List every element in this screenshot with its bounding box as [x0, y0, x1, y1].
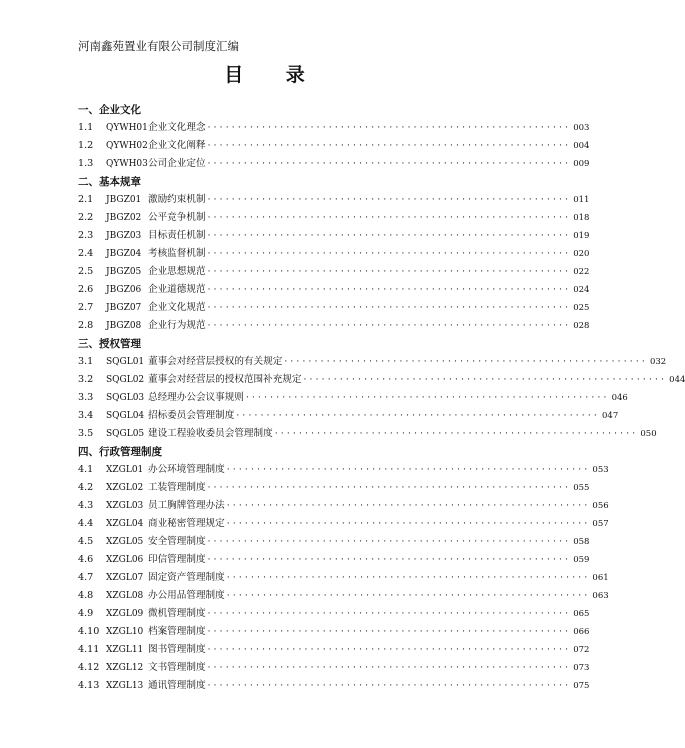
dot-leader: ····························································	[207, 195, 572, 205]
entry-title: 固定资产管理制度	[148, 572, 225, 583]
dot-leader: ····························································	[207, 681, 572, 691]
entry-page: 056	[592, 501, 609, 511]
dot-leader: ····························································	[226, 501, 591, 511]
entry-code: JBGZ06	[106, 285, 142, 295]
entry-title: 员工胸牌管理办法	[148, 500, 225, 511]
entry-code: JBGZ08	[106, 321, 142, 331]
entry-code: SQGL05	[106, 429, 145, 439]
document-header: 河南鑫苑置业有限公司制度汇编	[78, 39, 239, 53]
entry-page: 073	[573, 663, 590, 673]
entry-title: 企业文化理念	[148, 122, 206, 133]
entry-number: 3.3	[78, 392, 94, 403]
entry-code: JBGZ04	[106, 249, 142, 259]
dot-leader: ····························································	[207, 213, 572, 223]
entry-code: XZGL12	[106, 663, 144, 673]
entry-number: 4.4	[78, 518, 94, 529]
entry-title: 总经理办公会议事规则	[148, 392, 244, 403]
dot-leader: ····························································	[226, 591, 591, 601]
entry-number: 4.1	[78, 464, 94, 475]
entry-number: 2.6	[78, 284, 94, 295]
entry-title: 印信管理制度	[148, 554, 206, 565]
toc-entry[interactable]	[78, 281, 590, 299]
entry-code: SQGL04	[106, 411, 145, 421]
toc-entry[interactable]	[78, 551, 590, 569]
entry-page: 022	[573, 267, 590, 277]
entry-title: 企业思想规范	[148, 266, 206, 277]
dot-leader: ····························································	[207, 159, 572, 169]
entry-number: 2.3	[78, 230, 94, 241]
toc-entry[interactable]	[78, 461, 609, 479]
toc-entry[interactable]	[78, 263, 590, 281]
toc-entry[interactable]	[78, 137, 590, 155]
section-heading: 四、行政管理制度	[78, 446, 162, 458]
dot-leader: ····························································	[207, 303, 572, 313]
entry-number: 2.4	[78, 248, 94, 259]
section-heading: 一、企业文化	[78, 104, 141, 116]
entry-number: 4.5	[78, 536, 94, 547]
entry-title: 档案管理制度	[148, 626, 206, 637]
entry-title: 企业文化规范	[148, 302, 206, 313]
dot-leader: ····························································	[207, 141, 572, 151]
section-heading: 二、基本规章	[78, 176, 141, 188]
dot-leader: ····························································	[207, 123, 572, 133]
toc-entry[interactable]	[78, 371, 685, 389]
entry-number: 3.1	[78, 356, 94, 367]
dot-leader: ····························································	[207, 663, 572, 673]
entry-code: XZGL11	[106, 645, 144, 655]
entry-number: 4.8	[78, 590, 94, 601]
entry-number: 2.7	[78, 302, 94, 313]
entry-code: QYWH02	[106, 141, 148, 151]
entry-page: 018	[573, 213, 590, 223]
entry-number: 1.1	[78, 122, 94, 133]
entry-page: 004	[573, 141, 590, 151]
entry-title: 公司企业定位	[148, 158, 206, 169]
toc-entry[interactable]	[78, 569, 609, 587]
entry-page: 050	[640, 429, 657, 439]
dot-leader: ····························································	[284, 357, 648, 367]
entry-title: 激励约束机制	[148, 194, 206, 205]
dot-leader: ····························································	[207, 483, 572, 493]
toc-entry[interactable]	[78, 317, 590, 335]
entry-number: 3.2	[78, 374, 94, 385]
entry-code: XZGL02	[106, 483, 144, 493]
entry-code: QYWH01	[106, 123, 148, 133]
entry-page: 072	[573, 645, 590, 655]
entry-number: 1.3	[78, 158, 94, 169]
toc-entry[interactable]	[78, 587, 609, 605]
entry-number: 4.7	[78, 572, 94, 583]
toc-entry[interactable]	[78, 191, 590, 209]
entry-code: JBGZ01	[106, 195, 142, 205]
toc-entry[interactable]	[78, 515, 609, 533]
toc-entry[interactable]	[78, 227, 590, 245]
dot-leader: ····························································	[226, 465, 591, 475]
toc-entry[interactable]	[78, 407, 619, 425]
entry-code: XZGL09	[106, 609, 144, 619]
entry-title: 企业文化阐释	[148, 140, 206, 151]
entry-code: JBGZ02	[106, 213, 142, 223]
dot-leader: ····························································	[207, 249, 572, 259]
toc-entry[interactable]	[78, 353, 667, 371]
dot-leader: ····························································	[207, 267, 572, 277]
table-of-contents	[78, 101, 685, 695]
entry-page: 019	[573, 231, 590, 241]
toc-entry[interactable]	[78, 209, 590, 227]
entry-code: XZGL05	[106, 537, 144, 547]
entry-title: 目标责任机制	[148, 230, 206, 241]
entry-title: 招标委员会管理制度	[148, 410, 235, 421]
entry-number: 4.11	[78, 644, 100, 655]
entry-number: 4.9	[78, 608, 94, 619]
entry-number: 4.2	[78, 482, 94, 493]
toc-entry[interactable]	[78, 659, 590, 677]
dot-leader: ····························································	[303, 375, 668, 385]
dot-leader: ····························································	[236, 411, 600, 421]
entry-page: 075	[573, 681, 590, 691]
entry-number: 1.2	[78, 140, 94, 151]
entry-page: 053	[592, 465, 609, 475]
dot-leader: ····························································	[207, 285, 572, 295]
entry-number: 2.5	[78, 266, 94, 277]
dot-leader: ····························································	[245, 393, 610, 403]
entry-page: 057	[592, 519, 609, 529]
entry-number: 4.12	[78, 662, 100, 673]
entry-number: 2.1	[78, 194, 94, 205]
entry-page: 020	[573, 249, 590, 259]
toc-entry[interactable]	[78, 389, 628, 407]
entry-page: 047	[602, 411, 619, 421]
entry-title: 办公环境管理制度	[148, 464, 225, 475]
entry-number: 2.8	[78, 320, 94, 331]
entry-code: SQGL03	[106, 393, 145, 403]
entry-page: 009	[573, 159, 590, 169]
entry-title: 商业秘密管理规定	[148, 518, 225, 529]
toc-entry[interactable]	[78, 119, 590, 137]
entry-page: 032	[649, 357, 667, 367]
dot-leader: ····························································	[274, 429, 639, 439]
entry-code: SQGL02	[106, 375, 145, 385]
entry-number: 4.10	[78, 626, 100, 637]
entry-page: 061	[592, 573, 609, 583]
entry-number: 3.5	[78, 428, 94, 439]
entry-page: 011	[573, 195, 590, 205]
entry-page: 055	[573, 483, 590, 493]
dot-leader: ····························································	[207, 645, 572, 655]
toc-entry[interactable]	[78, 245, 590, 263]
toc-entry[interactable]	[78, 155, 590, 173]
section-heading: 三、授权管理	[78, 338, 141, 350]
entry-code: SQGL01	[106, 357, 145, 367]
entry-title: 文书管理制度	[148, 662, 206, 673]
entry-page: 063	[592, 591, 609, 601]
dot-leader: ····························································	[207, 321, 572, 331]
entry-title: 董事会对经营层的授权范围补充规定	[148, 374, 302, 385]
entry-title: 图书管理制度	[148, 644, 206, 655]
dot-leader: ····························································	[226, 573, 591, 583]
entry-title: 建设工程验收委员会管理制度	[148, 428, 273, 439]
entry-number: 2.2	[78, 212, 94, 223]
page-title: 目 录	[224, 64, 323, 86]
toc-entry[interactable]	[78, 641, 590, 659]
entry-title: 考核监督机制	[148, 248, 206, 259]
entry-title: 公平竞争机制	[148, 212, 206, 223]
entry-code: XZGL08	[106, 591, 144, 601]
entry-page: 003	[573, 123, 590, 133]
entry-page: 046	[611, 393, 628, 403]
entry-title: 董事会对经营层授权的有关规定	[148, 356, 283, 367]
entry-page: 024	[573, 285, 590, 295]
entry-title: 企业行为规范	[148, 320, 206, 331]
entry-number: 3.4	[78, 410, 94, 421]
entry-page: 025	[573, 303, 590, 313]
entry-page: 065	[573, 609, 590, 619]
toc-entry[interactable]	[78, 497, 609, 515]
toc-entry[interactable]	[78, 533, 590, 551]
entry-title: 企业道德规范	[148, 284, 206, 295]
entry-code: XZGL06	[106, 555, 144, 565]
entry-code: XZGL13	[106, 681, 144, 691]
toc-entry[interactable]	[78, 677, 590, 695]
entry-code: XZGL01	[106, 465, 144, 475]
entry-title: 通讯管理制度	[148, 680, 206, 691]
entry-page: 059	[573, 555, 590, 565]
dot-leader: ····························································	[207, 627, 572, 637]
toc-entry[interactable]	[78, 479, 590, 497]
dot-leader: ····························································	[207, 609, 572, 619]
entry-code: XZGL03	[106, 501, 144, 511]
toc-entry[interactable]	[78, 605, 590, 623]
entry-title: 工装管理制度	[148, 482, 206, 493]
entry-number: 4.6	[78, 554, 94, 565]
dot-leader: ····························································	[207, 555, 572, 565]
toc-entry[interactable]	[78, 425, 657, 443]
entry-title: 办公用品管理制度	[148, 590, 225, 601]
entry-code: JBGZ07	[106, 303, 142, 313]
entry-code: QYWH03	[106, 159, 148, 169]
entry-page: 066	[573, 627, 590, 637]
entry-page: 028	[573, 321, 590, 331]
entry-title: 安全管理制度	[148, 536, 206, 547]
entry-code: XZGL07	[106, 573, 144, 583]
entry-code: JBGZ03	[106, 231, 142, 241]
entry-title: 微机管理制度	[148, 608, 206, 619]
entry-page: 058	[573, 537, 590, 547]
entry-code: XZGL10	[106, 627, 144, 637]
dot-leader: ····························································	[207, 537, 572, 547]
entry-page: 044	[669, 375, 685, 385]
dot-leader: ····························································	[207, 231, 572, 241]
entry-number: 4.3	[78, 500, 94, 511]
entry-code: XZGL04	[106, 519, 144, 529]
entry-number: 4.13	[78, 680, 100, 691]
dot-leader: ····························································	[226, 519, 591, 529]
toc-entry[interactable]	[78, 299, 590, 317]
toc-entry[interactable]	[78, 623, 590, 641]
entry-code: JBGZ05	[106, 267, 142, 277]
